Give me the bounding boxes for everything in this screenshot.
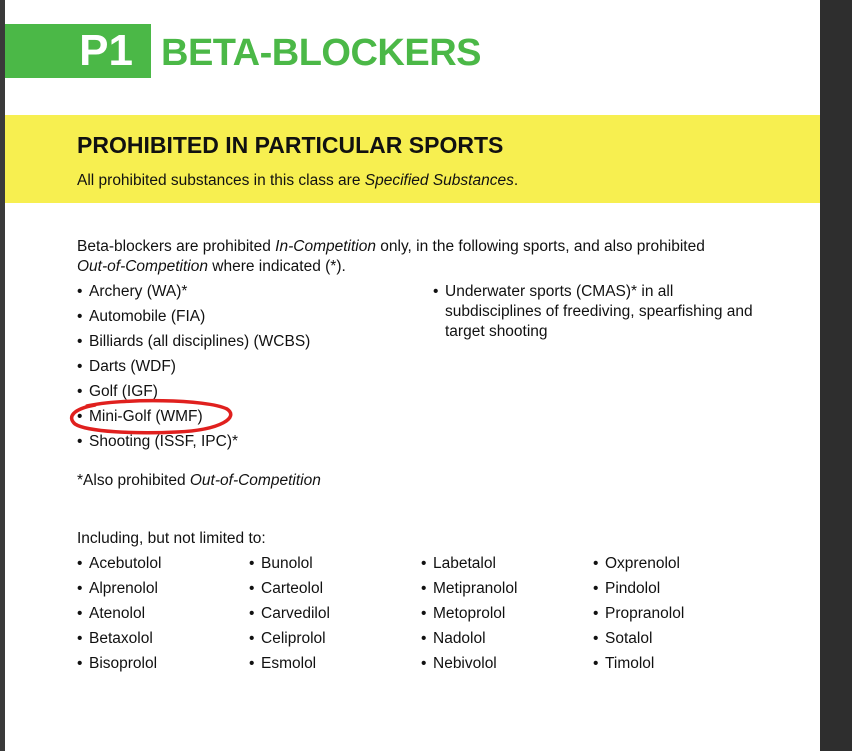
band-note [77,171,518,191]
band-note-suffix: . [513,172,519,189]
intro-emphasis-1: In-Competition [275,238,376,255]
substance-item: • Alprenolol [77,579,161,604]
substance-column-2 [249,554,330,679]
substance-item: • Timolol [593,654,684,679]
substance-item: • Bunolol [249,554,330,579]
substance-item: • Oxprenolol [593,554,684,579]
footnote [77,471,321,491]
substance-item: • Pindolol [593,579,684,604]
handdrawn-circle-annotation [67,397,239,437]
substance-item: • Acebutolol [77,554,161,579]
substance-item: • Esmolol [249,654,330,679]
sport-item: • Darts (WDF) [77,357,310,382]
substance-item: • Atenolol [77,604,161,629]
sport-item-highlighted: • Mini-Golf (WMF) [77,407,310,432]
intro-text-3: where indicated (*). [207,258,346,275]
substance-item: • Celiprolol [249,629,330,654]
sports-list-right [433,282,773,342]
substance-item: • Bisoprolol [77,654,161,679]
document-page [5,0,820,751]
intro-text-2: only, in the following sports, and also prohibited [375,238,705,255]
footnote-emphasis: Out-of-Competition [189,472,321,489]
viewer-background-edge [820,0,852,751]
sport-item: • Archery (WA)* [77,282,310,307]
sport-item: • Billiards (all disciplines) (WCBS) [77,332,310,357]
sport-item: • Shooting (ISSF, IPC)* [77,432,310,457]
annotation-stroke [72,401,231,433]
substance-item: • Nebivolol [421,654,517,679]
substance-item: • Labetalol [421,554,517,579]
band-note-emphasis: Specified Substances [364,172,514,189]
substance-item: • Sotalol [593,629,684,654]
substance-column-1 [77,554,161,679]
section-title: BETA-BLOCKERS [161,32,482,74]
intro-text-1: Beta-blockers are prohibited [77,238,276,255]
substance-item: • Betaxolol [77,629,161,654]
band-heading: PROHIBITED IN PARTICULAR SPORTS [77,132,504,158]
substance-item: • Carteolol [249,579,330,604]
substance-item: • Carvedilol [249,604,330,629]
sport-item: • Golf (IGF) [77,382,310,407]
substance-column-4 [593,554,684,679]
including-label: Including, but not limited to: [77,530,266,547]
substance-item: • Metipranolol [421,579,517,604]
section-code-badge: P1 [5,24,151,78]
footnote-text: *Also prohibited [77,472,190,489]
substance-column-3 [421,554,517,679]
intro-emphasis-2: Out-of-Competition [77,258,208,275]
sport-item: • Automobile (FIA) [77,307,310,332]
band-note-text: All prohibited substances in this class are [77,172,365,189]
substance-item: • Nadolol [421,629,517,654]
intro-paragraph [77,237,717,277]
sport-item: • Underwater sports (CMAS)* in all subdisciplines of freediving, spearfishing and target shooting [433,282,773,342]
substance-item: • Metoprolol [421,604,517,629]
substance-item: • Propranolol [593,604,684,629]
